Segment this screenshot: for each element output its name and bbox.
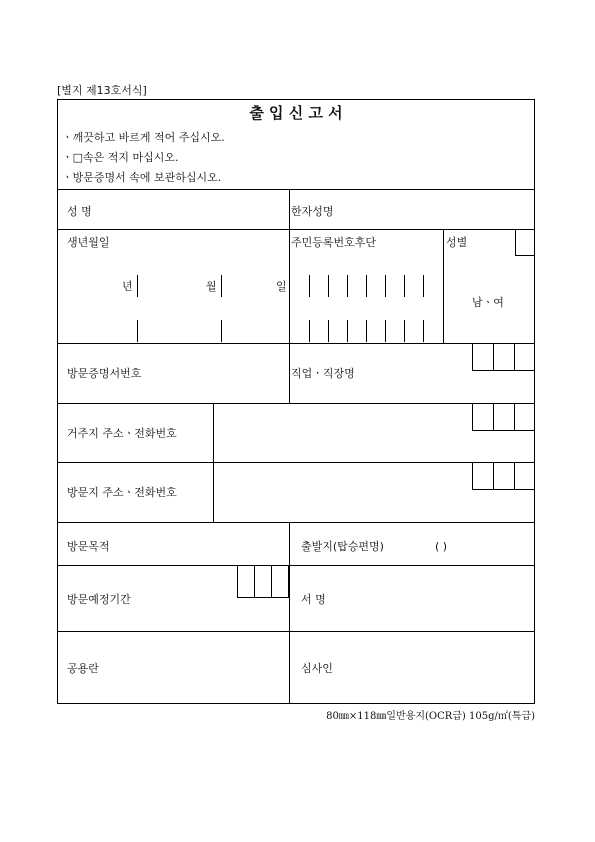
row-divider <box>57 403 535 404</box>
visit-cert-no-label: 방문증명서번호 <box>67 367 142 380</box>
paper-spec-footer: 80㎜×118㎜일반용지(OCR급) 105g/㎡(특급) <box>326 711 535 722</box>
col-divider <box>213 403 214 522</box>
tick-mark <box>137 275 138 297</box>
instruction-1: ㆍ깨끗하고 바르게 적어 주십시오. <box>62 131 225 144</box>
year-label: 년 <box>122 280 133 293</box>
rrn-digit-tick <box>347 275 348 297</box>
code-box-divider <box>514 462 515 490</box>
rrn-digit-tick <box>366 275 367 297</box>
code-box-divider <box>271 565 272 598</box>
residence-label: 거주지 주소ㆍ전화번호 <box>67 427 177 440</box>
job-label: 직업ㆍ직장명 <box>291 367 355 380</box>
rrn-digit-tick <box>423 275 424 297</box>
code-box-divider <box>493 462 494 490</box>
residence-code-boxes <box>472 403 535 431</box>
purpose-label: 방문목적 <box>67 540 110 553</box>
rrn-digit-tick <box>328 320 329 342</box>
job-code-boxes <box>472 343 535 371</box>
row-divider <box>57 631 535 632</box>
month-label: 월 <box>206 280 217 293</box>
visit-place-label: 방문지 주소ㆍ전화번호 <box>67 486 177 499</box>
code-box-divider <box>514 343 515 371</box>
rrn-digit-tick <box>404 275 405 297</box>
code-box-divider <box>493 403 494 431</box>
tick-mark <box>137 320 138 342</box>
form-code: [별지 제13호서식] <box>57 84 147 97</box>
rrn-digit-tick <box>309 275 310 297</box>
rrn-digit-tick <box>404 320 405 342</box>
day-label: 일 <box>276 280 287 293</box>
birth-date-label: 생년월일 <box>67 236 110 249</box>
sex-code-box <box>515 229 535 256</box>
period-label: 방문예정기간 <box>67 593 131 606</box>
tick-mark <box>221 320 222 342</box>
period-code-boxes <box>237 565 289 598</box>
row-divider <box>57 462 535 463</box>
signature-label: 서 명 <box>301 593 326 606</box>
code-box-divider <box>254 565 255 598</box>
col-divider <box>289 522 290 704</box>
tick-mark <box>221 275 222 297</box>
rrn-suffix-label: 주민등록번호후단 <box>291 236 377 249</box>
form-title: 출 입 신 고 서 <box>249 104 343 122</box>
sex-options: 남ㆍ여 <box>472 296 504 309</box>
official-use-label: 공용란 <box>67 662 99 675</box>
col-divider <box>443 229 444 343</box>
row-divider <box>57 522 535 523</box>
rrn-digit-tick <box>385 275 386 297</box>
row-divider <box>57 565 535 566</box>
instruction-2: ㆍ□속은 적지 마십시오. <box>62 151 179 164</box>
hanja-name-label: 한자성명 <box>291 205 334 218</box>
rrn-digit-tick <box>366 320 367 342</box>
rrn-digit-tick <box>423 320 424 342</box>
col-divider <box>289 189 290 403</box>
instruction-3: ㆍ방문증명서 속에 보관하십시오. <box>62 171 222 184</box>
reviewer-label: 심사인 <box>301 662 333 675</box>
visit-place-code-boxes <box>472 462 535 490</box>
row-divider <box>57 343 535 344</box>
rrn-digit-tick <box>385 320 386 342</box>
rrn-digit-tick <box>328 275 329 297</box>
departure-flight-paren: ( ) <box>435 540 448 553</box>
rrn-digit-tick <box>309 320 310 342</box>
name-label: 성 명 <box>67 205 92 218</box>
code-box-divider <box>514 403 515 431</box>
row-divider <box>57 189 535 190</box>
sex-label: 성별 <box>446 236 468 249</box>
departure-label: 출발지(탑승편명) <box>301 540 384 553</box>
row-divider <box>57 229 535 230</box>
rrn-digit-tick <box>347 320 348 342</box>
code-box-divider <box>493 343 494 371</box>
